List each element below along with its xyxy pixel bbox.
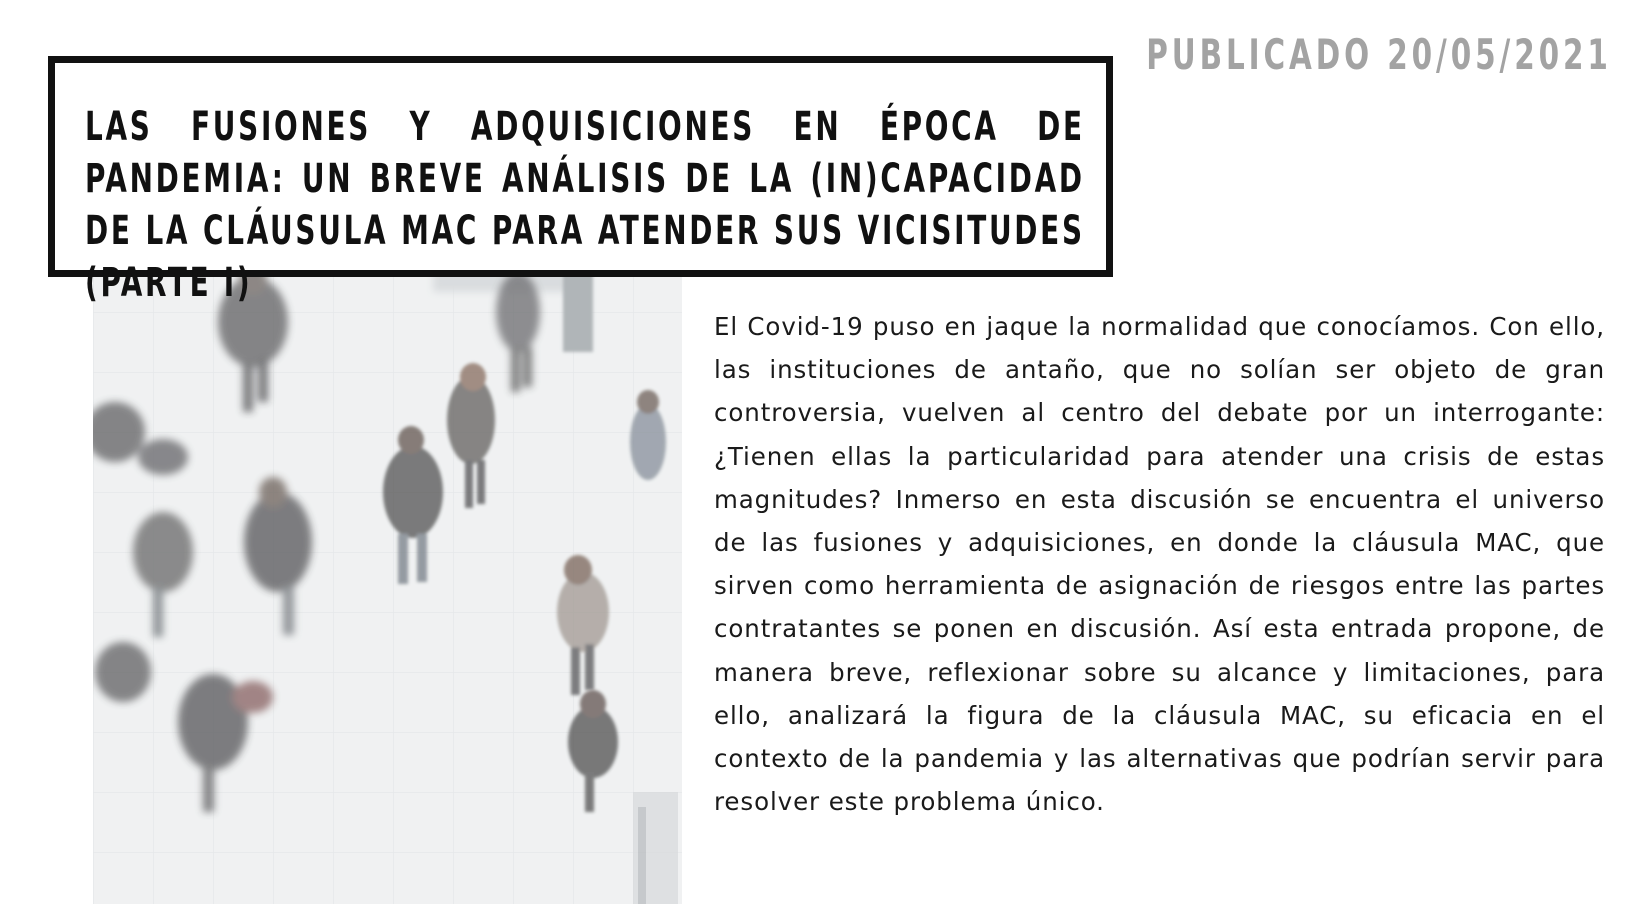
article-body: El Covid-19 puso en jaque la normalidad que conocíamos. Con ello, las instituciones de antaño, que no solían ser objeto de gran controversia, vuelven al centro del debate por un interrogante: ¿Tienen ellas la particularidad para atender una crisis de estas magnitudes? Inmerso en esta discusión se encuentra el universo de las fusiones y adquisiciones, en donde la cláusula MAC, que sirven como herramienta de asignación de riesgos entre las partes contratantes se ponen en discusión. Así esta entrada propone, de manera breve, reflexionar sobre su alcance y limitaciones, para ello, analizará la figura de la cláusula MAC, su eficacia en el contexto de la pandemia y las alternativas que podrían servir para resolver este problema único. [714, 312, 1605, 817]
article-title: LAS FUSIONES Y ADQUISICIONES EN ÉPOCA DE PANDEMIA: UN BREVE ANÁLISIS DE LA (IN)CAPACIDAD DE LA CLÁUSULA MAC PARA ATENDER SUS VICISITUDES (PARTE I) [85, 104, 1085, 306]
title-box [48, 56, 1113, 306]
crowd-walking-photo [93, 252, 682, 904]
publish-date: PUBLICADO 20/05/2021 [1146, 30, 1612, 79]
